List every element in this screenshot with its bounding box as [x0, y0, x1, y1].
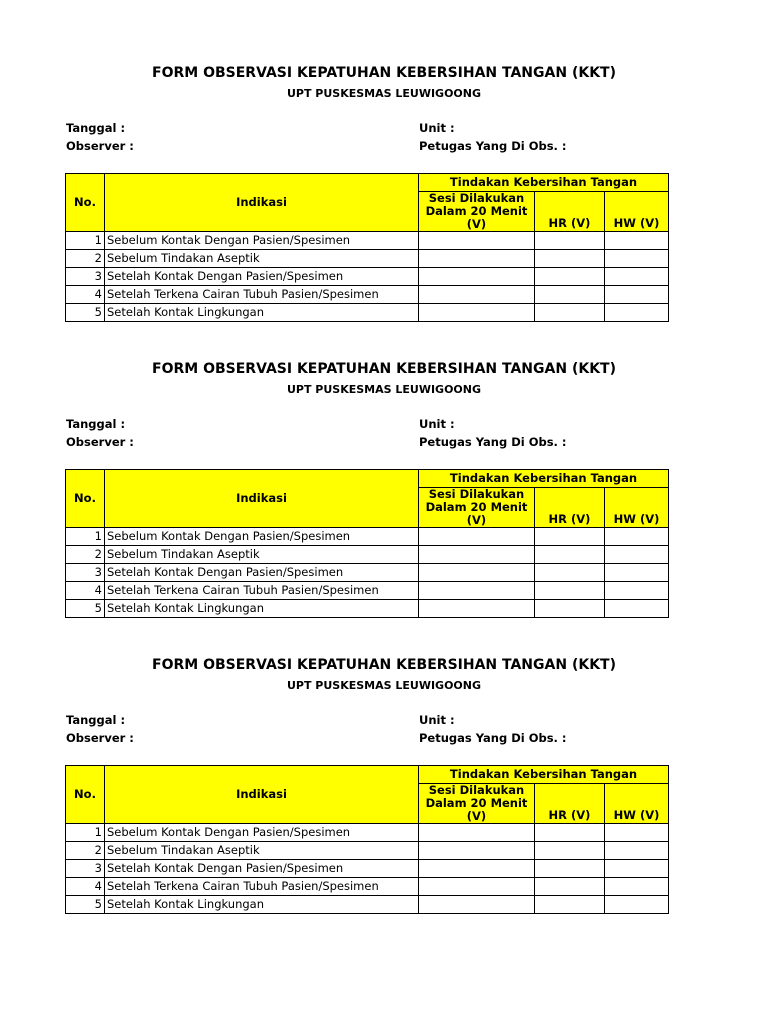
header-hw: HW (V) [605, 192, 669, 232]
hr-cell[interactable] [535, 304, 605, 322]
header-no: No. [66, 174, 105, 232]
header-hr: HR (V) [535, 192, 605, 232]
observer-label: Observer : [66, 435, 134, 449]
row-indikasi: Setelah Kontak Dengan Pasien/Spesimen [105, 860, 419, 878]
hr-cell[interactable] [535, 896, 605, 914]
table-row [66, 286, 669, 304]
tanggal-label: Tanggal : [66, 713, 126, 727]
header-hr: HR (V) [535, 784, 605, 824]
hr-cell[interactable] [535, 860, 605, 878]
hw-cell[interactable] [605, 896, 669, 914]
table-row [66, 528, 669, 546]
header-indikasi: Indikasi [105, 470, 419, 528]
hr-cell[interactable] [535, 250, 605, 268]
hw-cell[interactable] [605, 232, 669, 250]
unit-label: Unit : [419, 417, 455, 431]
observer-label: Observer : [66, 731, 134, 745]
hr-cell[interactable] [535, 286, 605, 304]
header-sesi: Sesi Dilakukan Dalam 20 Menit (V) [419, 488, 535, 528]
row-number: 3 [66, 268, 105, 286]
table-row [66, 304, 669, 322]
hr-cell[interactable] [535, 878, 605, 896]
row-number: 5 [66, 896, 105, 914]
row-indikasi: Sebelum Tindakan Aseptik [105, 250, 419, 268]
hw-cell[interactable] [605, 600, 669, 618]
table-row [66, 250, 669, 268]
sesi-cell[interactable] [419, 250, 535, 268]
observation-table [65, 765, 669, 914]
table-row [66, 546, 669, 564]
sesi-cell[interactable] [419, 878, 535, 896]
row-number: 1 [66, 232, 105, 250]
sesi-cell[interactable] [419, 546, 535, 564]
sesi-cell[interactable] [419, 582, 535, 600]
form-title: FORM OBSERVASI KEPATUHAN KEBERSIHAN TANGAN (KKT) [152, 657, 616, 673]
header-indikasi: Indikasi [105, 766, 419, 824]
row-indikasi: Setelah Terkena Cairan Tubuh Pasien/Spesimen [105, 286, 419, 304]
table-row [66, 232, 669, 250]
unit-label: Unit : [419, 713, 455, 727]
row-indikasi: Sebelum Tindakan Aseptik [105, 546, 419, 564]
form-subtitle: UPT PUSKESMAS LEUWIGOONG [286, 383, 482, 396]
form-title: FORM OBSERVASI KEPATUHAN KEBERSIHAN TANGAN (KKT) [152, 361, 616, 377]
table-row [66, 896, 669, 914]
header-indikasi: Indikasi [105, 174, 419, 232]
hw-cell[interactable] [605, 286, 669, 304]
form-subtitle: UPT PUSKESMAS LEUWIGOONG [286, 87, 482, 100]
hw-cell[interactable] [605, 878, 669, 896]
row-number: 5 [66, 600, 105, 618]
observer-label: Observer : [66, 139, 134, 153]
hw-cell[interactable] [605, 546, 669, 564]
row-indikasi: Setelah Kontak Lingkungan [105, 304, 419, 322]
hw-cell[interactable] [605, 582, 669, 600]
sesi-cell[interactable] [419, 860, 535, 878]
row-indikasi: Sebelum Tindakan Aseptik [105, 842, 419, 860]
sesi-cell[interactable] [419, 268, 535, 286]
row-indikasi: Setelah Terkena Cairan Tubuh Pasien/Spesimen [105, 878, 419, 896]
hw-cell[interactable] [605, 304, 669, 322]
row-indikasi: Sebelum Kontak Dengan Pasien/Spesimen [105, 528, 419, 546]
row-number: 4 [66, 286, 105, 304]
sesi-cell[interactable] [419, 232, 535, 250]
row-indikasi: Sebelum Kontak Dengan Pasien/Spesimen [105, 232, 419, 250]
tanggal-label: Tanggal : [66, 417, 126, 431]
hr-cell[interactable] [535, 824, 605, 842]
row-indikasi: Setelah Kontak Dengan Pasien/Spesimen [105, 268, 419, 286]
hw-cell[interactable] [605, 842, 669, 860]
hw-cell[interactable] [605, 824, 669, 842]
table-row [66, 564, 669, 582]
row-number: 3 [66, 564, 105, 582]
hr-cell[interactable] [535, 582, 605, 600]
hw-cell[interactable] [605, 250, 669, 268]
hr-cell[interactable] [535, 546, 605, 564]
row-number: 4 [66, 878, 105, 896]
tanggal-label: Tanggal : [66, 121, 126, 135]
petugas-label: Petugas Yang Di Obs. : [419, 435, 567, 449]
unit-label: Unit : [419, 121, 455, 135]
header-sesi: Sesi Dilakukan Dalam 20 Menit (V) [419, 192, 535, 232]
header-no: No. [66, 766, 105, 824]
sesi-cell[interactable] [419, 824, 535, 842]
sesi-cell[interactable] [419, 528, 535, 546]
row-indikasi: Sebelum Kontak Dengan Pasien/Spesimen [105, 824, 419, 842]
petugas-label: Petugas Yang Di Obs. : [419, 139, 567, 153]
table-row [66, 268, 669, 286]
hr-cell[interactable] [535, 600, 605, 618]
header-tindakan: Tindakan Kebersihan Tangan [419, 174, 669, 192]
header-hw: HW (V) [605, 488, 669, 528]
row-number: 2 [66, 250, 105, 268]
petugas-label: Petugas Yang Di Obs. : [419, 731, 567, 745]
header-hw: HW (V) [605, 784, 669, 824]
hr-cell[interactable] [535, 268, 605, 286]
observation-table [65, 469, 669, 618]
table-row [66, 824, 669, 842]
sesi-cell[interactable] [419, 600, 535, 618]
hr-cell[interactable] [535, 564, 605, 582]
row-indikasi: Setelah Kontak Dengan Pasien/Spesimen [105, 564, 419, 582]
row-indikasi: Setelah Kontak Lingkungan [105, 896, 419, 914]
header-sesi: Sesi Dilakukan Dalam 20 Menit (V) [419, 784, 535, 824]
header-no: No. [66, 470, 105, 528]
hw-cell[interactable] [605, 268, 669, 286]
row-indikasi: Setelah Terkena Cairan Tubuh Pasien/Spesimen [105, 582, 419, 600]
row-number: 3 [66, 860, 105, 878]
row-number: 1 [66, 824, 105, 842]
sesi-cell[interactable] [419, 842, 535, 860]
observation-table [65, 173, 669, 322]
row-number: 2 [66, 842, 105, 860]
hr-cell[interactable] [535, 528, 605, 546]
row-number: 2 [66, 546, 105, 564]
sesi-cell[interactable] [419, 304, 535, 322]
sesi-cell[interactable] [419, 896, 535, 914]
hr-cell[interactable] [535, 232, 605, 250]
row-number: 1 [66, 528, 105, 546]
table-row [66, 860, 669, 878]
header-tindakan: Tindakan Kebersihan Tangan [419, 470, 669, 488]
row-indikasi: Setelah Kontak Lingkungan [105, 600, 419, 618]
form-title: FORM OBSERVASI KEPATUHAN KEBERSIHAN TANGAN (KKT) [152, 65, 616, 81]
hw-cell[interactable] [605, 528, 669, 546]
header-tindakan: Tindakan Kebersihan Tangan [419, 766, 669, 784]
row-number: 5 [66, 304, 105, 322]
form-subtitle: UPT PUSKESMAS LEUWIGOONG [286, 679, 482, 692]
table-row [66, 842, 669, 860]
sesi-cell[interactable] [419, 286, 535, 304]
hr-cell[interactable] [535, 842, 605, 860]
hw-cell[interactable] [605, 564, 669, 582]
row-number: 4 [66, 582, 105, 600]
table-row [66, 878, 669, 896]
hw-cell[interactable] [605, 860, 669, 878]
table-row [66, 600, 669, 618]
sesi-cell[interactable] [419, 564, 535, 582]
header-hr: HR (V) [535, 488, 605, 528]
table-row [66, 582, 669, 600]
